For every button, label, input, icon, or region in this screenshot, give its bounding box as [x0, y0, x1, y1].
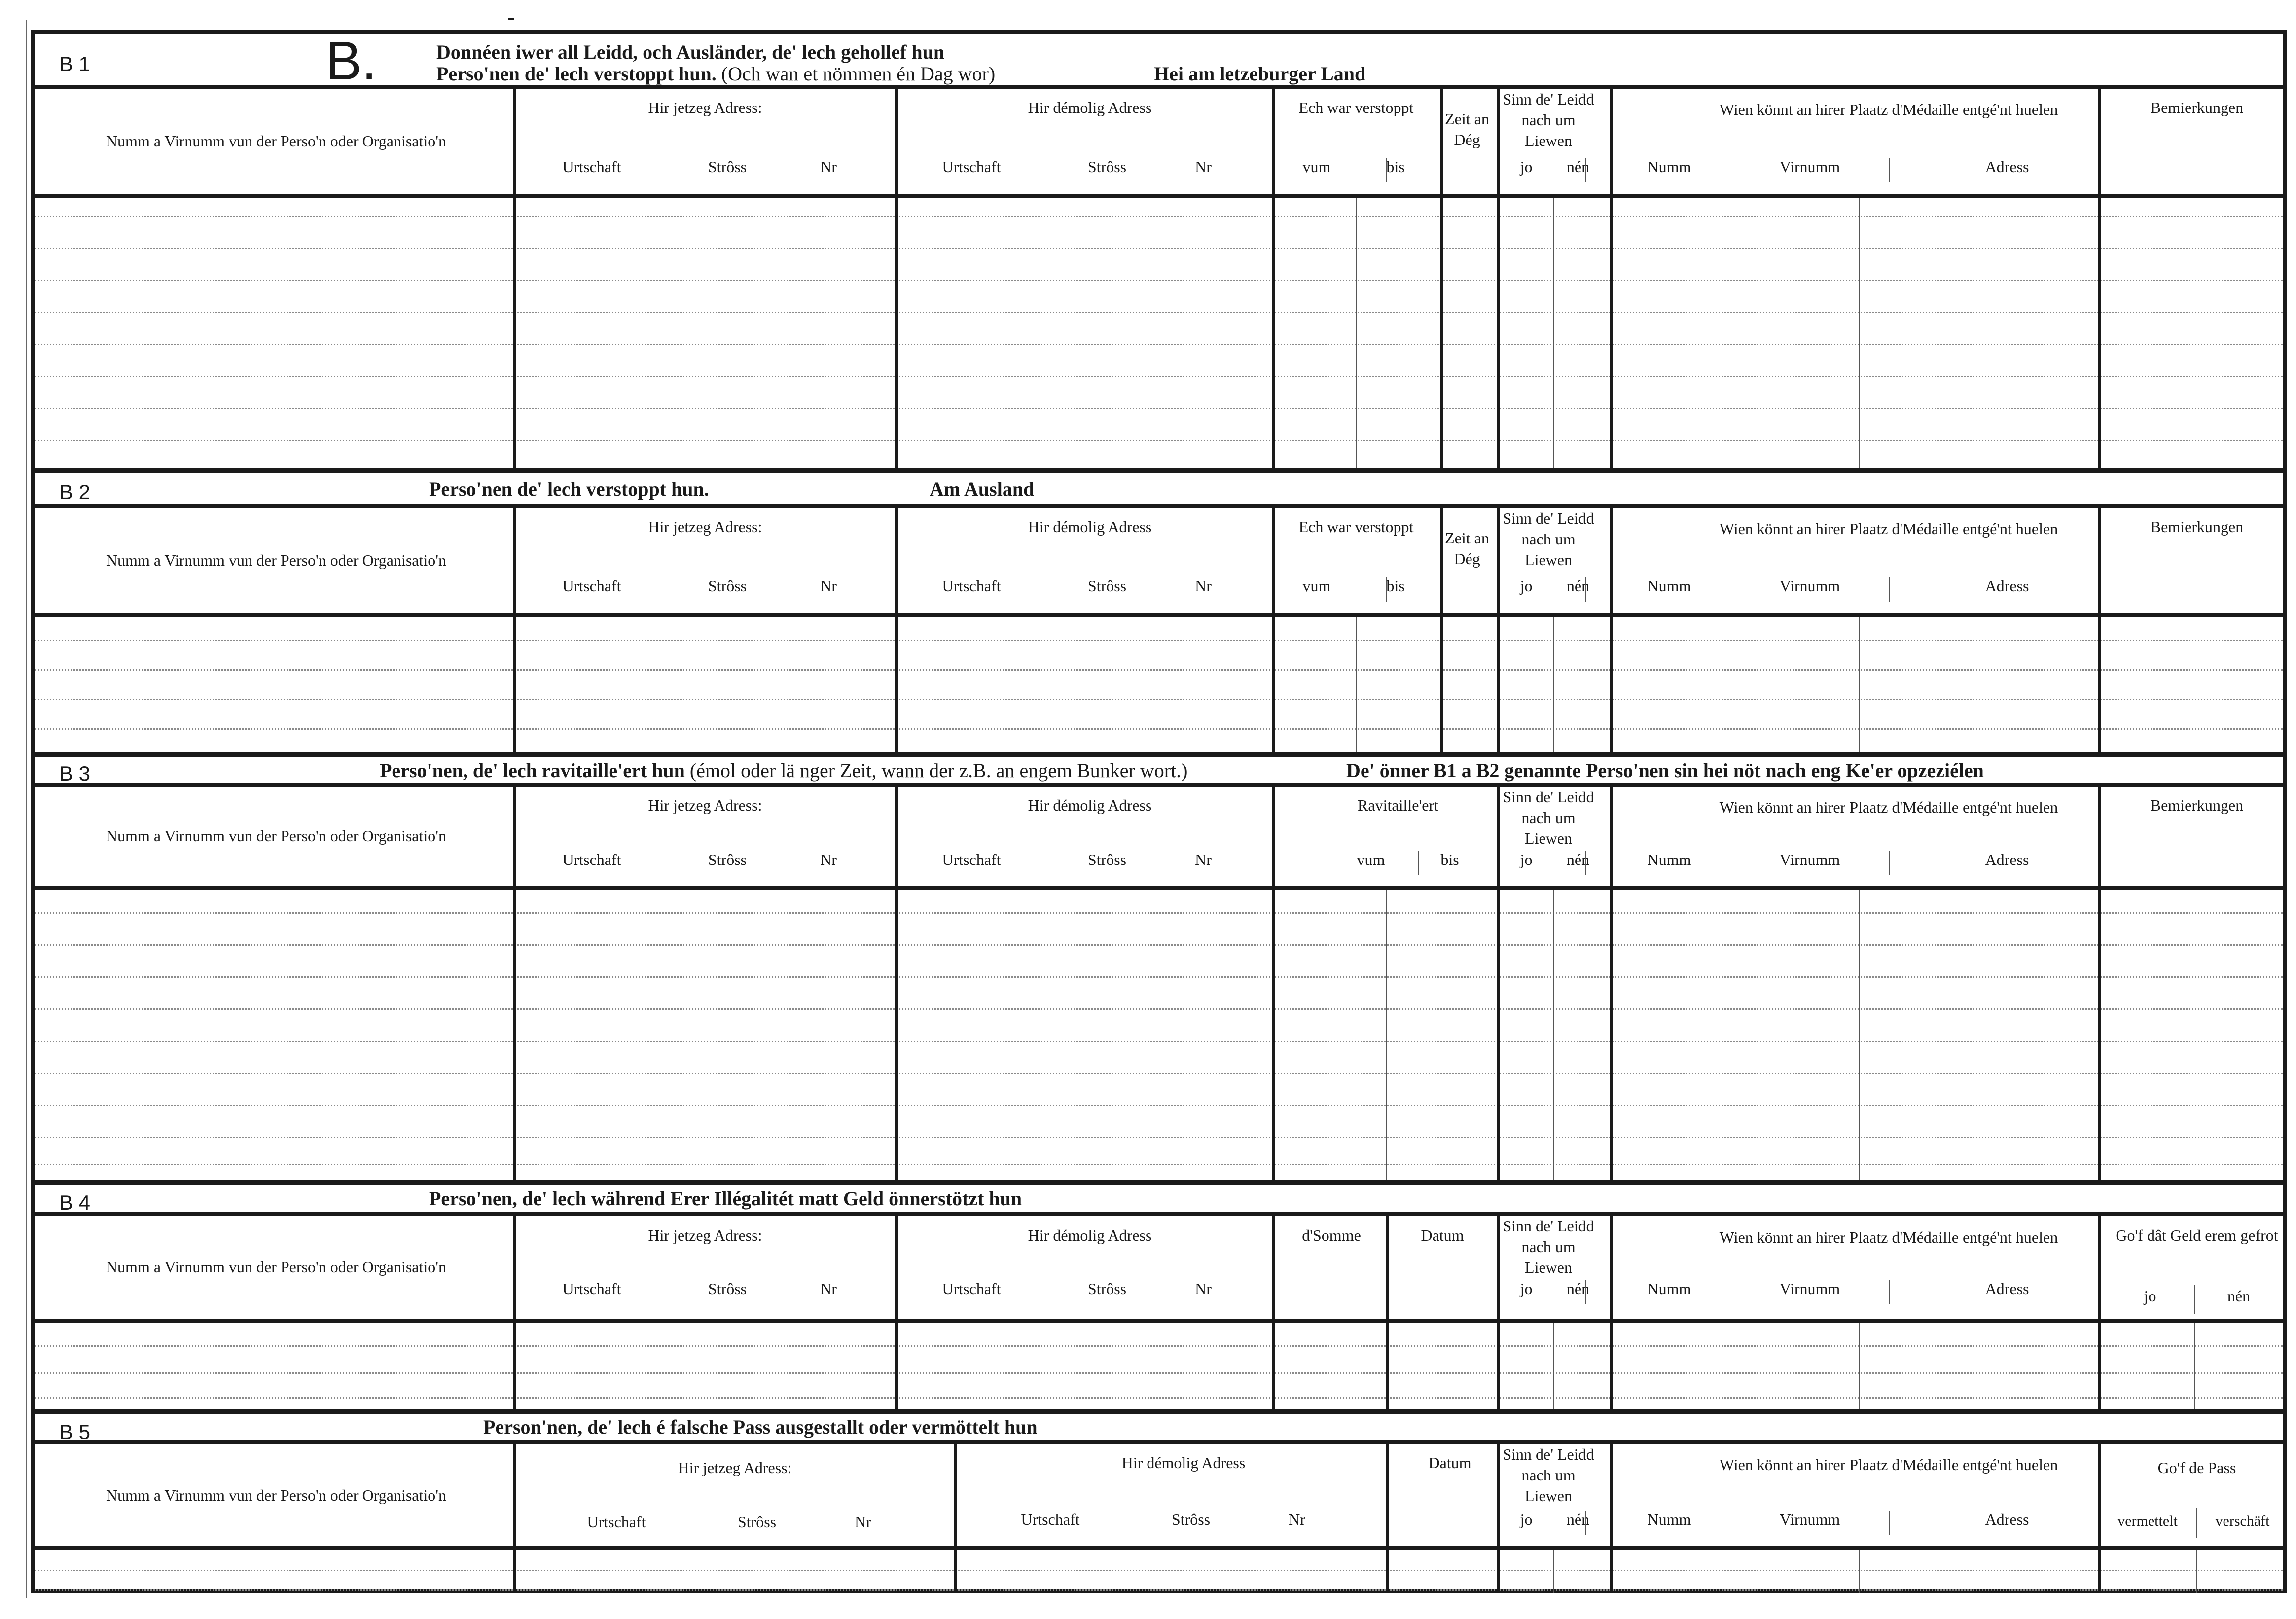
col-divider	[1386, 1444, 1389, 1593]
col-current-street: Strôss	[708, 1280, 747, 1297]
col-firstname: Virnumm	[1779, 1280, 1840, 1297]
col-yes: jo	[1520, 851, 1533, 868]
entry-line[interactable]	[35, 1397, 2283, 1399]
col-former-street: Strôss	[1171, 1511, 1211, 1528]
col-alive: Sinn de' Leidd nach um Liewen	[1503, 1445, 1594, 1505]
divider	[1889, 851, 1890, 875]
col-alive: Sinn de' Leidd nach um Liewen	[1503, 90, 1594, 149]
col-remarks: Bemierkungen	[2150, 796, 2244, 814]
col-divider	[1272, 89, 1275, 468]
col-divider	[895, 787, 898, 1180]
col-surname: Numm	[1647, 1511, 1691, 1528]
section-code: B 2	[59, 480, 91, 504]
col-address: Adress	[1985, 1280, 2029, 1297]
col-medal: Wien könnt an hirer Plaatz d'Médaille entgé'nt huelen	[1719, 101, 2058, 118]
section-code: B 5	[59, 1420, 91, 1443]
col-divider	[1497, 787, 1500, 1180]
col-firstname: Virnumm	[1779, 577, 1840, 595]
entry-line[interactable]	[35, 248, 2283, 249]
col-subdivider	[1859, 890, 1860, 1180]
col-firstname: Virnumm	[1779, 158, 1840, 176]
col-former-street: Strôss	[1087, 158, 1127, 176]
col-divider	[1440, 89, 1443, 468]
section-b4-title: Perso'nen, de' lech während Erer Illégalitét matt Geld önnerstötzt hun	[429, 1187, 1022, 1210]
section-b4-header	[35, 1216, 2283, 1323]
col-surname: Numm	[1647, 577, 1691, 595]
col-subdivider	[1859, 198, 1860, 468]
entry-line[interactable]	[35, 344, 2283, 345]
col-subdivider	[1356, 617, 1357, 752]
section-b2-header	[35, 508, 2283, 617]
col-former-number: Nr	[1195, 577, 1212, 595]
col-divider	[1497, 1444, 1500, 1593]
col-former-locality: Urtschaft	[1021, 1511, 1080, 1528]
col-name: Numm a Virnumm vun der Perso'n oder Organisatio'n	[106, 827, 447, 845]
divider	[1386, 577, 1387, 602]
col-alive: Sinn de' Leidd nach um Liewen	[1503, 788, 1594, 847]
col-from: vum	[1302, 158, 1331, 176]
col-divider	[513, 89, 516, 468]
col-divider	[2098, 787, 2101, 1180]
divider	[1889, 1511, 1890, 1535]
entry-line[interactable]	[35, 1105, 2283, 1106]
entry-line[interactable]	[35, 408, 2283, 409]
entry-line[interactable]	[35, 1345, 2283, 1347]
col-divider	[513, 787, 516, 1180]
col-current-street: Strôss	[737, 1513, 777, 1531]
section-separator	[35, 1180, 2283, 1185]
section-b2-title-tail: Am Ausland	[930, 478, 1035, 500]
col-former-number: Nr	[1195, 851, 1212, 868]
section-b4	[35, 1185, 2283, 1409]
col-divider	[1610, 1444, 1613, 1593]
col-money-no: nén	[2227, 1287, 2251, 1305]
divider	[1585, 1280, 1586, 1304]
col-to: bis	[1386, 158, 1405, 176]
col-name: Numm a Virnumm vun der Perso'n oder Organisatio'n	[106, 551, 447, 569]
col-medal: Wien könnt an hirer Plaatz d'Médaille entgé'nt huelen	[1719, 520, 2058, 538]
col-former-number: Nr	[1289, 1511, 1305, 1528]
col-current-street: Strôss	[708, 577, 747, 595]
top-edge-mark	[508, 18, 514, 20]
col-medal: Wien könnt an hirer Plaatz d'Médaille entgé'nt huelen	[1719, 1228, 2058, 1246]
title-note: (Och wan et nömmen én Dag wor)	[721, 63, 996, 85]
col-address: Adress	[1985, 577, 2029, 595]
col-subdivider	[1859, 1323, 1860, 1409]
col-time-days: Zeit an Dég	[1445, 529, 1489, 568]
divider	[1889, 158, 1890, 182]
col-former-street: Strôss	[1087, 1280, 1127, 1297]
col-current-locality: Urtschaft	[587, 1513, 646, 1531]
col-divider	[2098, 1444, 2101, 1593]
col-date: Datum	[1421, 1226, 1464, 1244]
col-sum: d'Somme	[1302, 1226, 1361, 1244]
col-medal: Wien könnt an hirer Plaatz d'Médaille entgé'nt huelen	[1719, 1456, 2058, 1474]
col-former-number: Nr	[1195, 158, 1212, 176]
entry-line[interactable]	[35, 669, 2283, 671]
col-divider	[1272, 787, 1275, 1180]
col-divider	[895, 1216, 898, 1409]
col-divider	[1610, 787, 1613, 1180]
section-b2-title: Perso'nen de' lech verstoppt hun.	[429, 478, 709, 500]
col-current-locality: Urtschaft	[562, 1280, 621, 1297]
col-firstname: Virnumm	[1779, 851, 1840, 868]
col-subdivider	[1553, 890, 1554, 1180]
col-former-street: Strôss	[1087, 577, 1127, 595]
col-former-address: Hir démolig Adress	[1028, 99, 1152, 116]
col-name: Numm a Virnumm vun der Perso'n oder Organisatio'n	[106, 1258, 447, 1276]
col-divider	[1497, 89, 1500, 468]
section-b5-title-bar	[35, 1414, 2283, 1444]
col-divider	[1272, 1216, 1275, 1409]
col-divider	[1497, 508, 1500, 752]
entry-line[interactable]	[35, 944, 2283, 946]
col-former-locality: Urtschaft	[942, 158, 1001, 176]
col-yes: jo	[1520, 1280, 1533, 1297]
col-current-number: Nr	[820, 851, 837, 868]
entry-line[interactable]	[35, 376, 2283, 377]
col-hidden: Ech war verstoppt	[1298, 518, 1414, 536]
form-letter: B.	[325, 31, 377, 91]
binding-edge	[26, 20, 27, 1598]
section-code: B 3	[59, 762, 91, 785]
col-divider	[1386, 1216, 1389, 1409]
col-divider	[513, 508, 516, 752]
divider	[1386, 158, 1387, 182]
col-former-address: Hir démolig Adress	[1028, 796, 1152, 814]
section-b1-title-tail: Hei am letzeburger Land	[1154, 63, 1366, 85]
col-alive: Sinn de' Leidd nach um Liewen	[1503, 1217, 1594, 1276]
col-current-address: Hir jetzeg Adress:	[648, 796, 762, 814]
divider	[1585, 577, 1586, 602]
section-b2-rows	[35, 617, 2283, 752]
col-hidden: Ech war verstoppt	[1298, 99, 1414, 116]
section-b3-header	[35, 787, 2283, 890]
col-divider	[1272, 508, 1275, 752]
section-separator	[35, 752, 2283, 757]
col-divider	[2098, 89, 2101, 468]
section-b5-rows	[35, 1550, 2283, 1593]
col-name: Numm a Virnumm vun der Perso'n oder Organisatio'n	[106, 1486, 447, 1504]
section-b1-header	[35, 89, 2283, 198]
entry-line[interactable]	[35, 280, 2283, 281]
section-b1	[35, 31, 2283, 468]
col-yes: jo	[1520, 577, 1533, 595]
col-former-locality: Urtschaft	[942, 851, 1001, 868]
section-separator	[35, 1409, 2283, 1414]
col-former-number: Nr	[1195, 1280, 1212, 1297]
entry-line[interactable]	[35, 216, 2283, 217]
col-remarks: Bemierkungen	[2150, 99, 2244, 116]
col-subdivider	[1859, 617, 1860, 752]
section-separator	[35, 468, 2283, 473]
col-surname: Numm	[1647, 851, 1691, 868]
col-divider	[1610, 1216, 1613, 1409]
entry-line[interactable]	[35, 699, 2283, 700]
divider	[1585, 158, 1586, 182]
col-firstname: Virnumm	[1779, 1511, 1840, 1528]
col-divider	[895, 508, 898, 752]
col-from: vum	[1357, 851, 1385, 868]
divider	[1889, 577, 1890, 602]
entry-line[interactable]	[35, 1041, 2283, 1042]
title-note: (émol oder lä nger Zeit, wann der z.B. an engem Bunker wort.)	[689, 759, 1188, 782]
divider	[1585, 851, 1586, 875]
col-divider	[1610, 89, 1613, 468]
col-money-back: Go'f dât Geld erem gefrot	[2116, 1226, 2278, 1244]
section-code: B 1	[59, 52, 91, 75]
section-b3	[35, 757, 2283, 1180]
section-b4-rows	[35, 1323, 2283, 1409]
col-current-street: Strôss	[708, 851, 747, 868]
entry-line[interactable]	[35, 440, 2283, 441]
entry-line[interactable]	[35, 728, 2283, 730]
section-b1-title-bar	[35, 31, 2283, 91]
col-current-number: Nr	[820, 1280, 837, 1297]
col-former-locality: Urtschaft	[942, 577, 1001, 595]
entry-line[interactable]	[35, 312, 2283, 313]
col-divider	[895, 89, 898, 468]
col-current-address: Hir jetzeg Adress:	[648, 518, 762, 536]
col-subdivider	[1553, 617, 1554, 752]
col-pass-sold: verschäft	[2215, 1513, 2270, 1529]
col-subdivider	[1859, 1550, 1860, 1593]
col-former-address: Hir démolig Adress	[1121, 1454, 1246, 1472]
section-b3-rows	[35, 890, 2283, 1180]
col-former-locality: Urtschaft	[942, 1280, 1001, 1297]
col-subdivider	[1386, 890, 1387, 1180]
col-surname: Numm	[1647, 158, 1691, 176]
section-b5	[35, 1414, 2283, 1593]
col-divider	[2098, 508, 2101, 752]
col-divider	[513, 1216, 516, 1409]
entry-line[interactable]	[35, 1137, 2283, 1138]
col-no: nén	[1566, 1280, 1590, 1297]
entry-line[interactable]	[35, 1164, 2283, 1165]
col-surname: Numm	[1647, 1280, 1691, 1297]
col-subdivider	[1356, 198, 1357, 468]
col-address: Adress	[1985, 851, 2029, 868]
col-money-yes: jo	[2144, 1287, 2156, 1305]
col-yes: jo	[1520, 158, 1533, 176]
col-current-street: Strôss	[708, 158, 747, 176]
section-b1-title-line2	[436, 62, 995, 85]
section-b3-title	[380, 759, 1187, 782]
col-pass-mediated: vermettelt	[2117, 1513, 2178, 1529]
section-b3-title-tail: De' önner B1 a B2 genannte Perso'nen sin hei nöt nach eng Ke'er opzeziélen	[1346, 759, 1984, 782]
section-code: B 4	[59, 1191, 91, 1214]
col-divider	[954, 1444, 957, 1593]
col-former-street: Strôss	[1087, 851, 1127, 868]
entry-line[interactable]	[35, 640, 2283, 641]
col-current-address: Hir jetzeg Adress:	[648, 99, 762, 116]
divider	[2194, 1285, 2195, 1314]
title-bold: Perso'nen de' lech verstoppt hun.	[436, 63, 717, 85]
col-to: bis	[1386, 577, 1405, 595]
col-current-number: Nr	[855, 1513, 871, 1531]
divider	[1889, 1280, 1890, 1304]
section-b1-rows	[35, 198, 2283, 468]
col-pass: Go'f de Pass	[2157, 1459, 2236, 1476]
col-address: Adress	[1985, 1511, 2029, 1528]
entry-line[interactable]	[35, 1008, 2283, 1010]
divider	[1418, 851, 1419, 875]
entry-line[interactable]	[35, 1073, 2283, 1074]
col-current-number: Nr	[820, 158, 837, 176]
col-no: nén	[1566, 851, 1590, 868]
col-from: vum	[1302, 577, 1331, 595]
col-subdivider	[2196, 1550, 2197, 1593]
col-date: Datum	[1428, 1454, 1471, 1472]
section-b2-title-bar	[35, 473, 2283, 508]
section-b1-title-line1: Donnéen iwer all Leidd, och Ausländer, de' lech gehollef hun	[436, 41, 945, 63]
col-current-locality: Urtschaft	[562, 577, 621, 595]
col-current-locality: Urtschaft	[562, 851, 621, 868]
form-sheet	[31, 30, 2287, 1593]
entry-line[interactable]	[35, 976, 2283, 978]
col-alive: Sinn de' Leidd nach um Liewen	[1503, 509, 1594, 569]
col-address: Adress	[1985, 158, 2029, 176]
col-name: Numm a Virnumm vun der Perso'n oder Organisatio'n	[106, 132, 447, 150]
divider	[1585, 1511, 1586, 1535]
col-time-days: Zeit an Dég	[1445, 110, 1489, 148]
col-subdivider	[1553, 1550, 1554, 1593]
col-medal: Wien könnt an hirer Plaatz d'Médaille entgé'nt huelen	[1719, 798, 2058, 816]
col-current-address: Hir jetzeg Adress:	[648, 1226, 762, 1244]
entry-line[interactable]	[35, 1589, 2283, 1591]
title-bold: Perso'nen, de' lech ravitaille'ert hun	[380, 759, 685, 782]
col-subdivider	[2194, 1323, 2195, 1409]
divider	[2196, 1508, 2197, 1538]
col-divider	[1497, 1216, 1500, 1409]
col-current-number: Nr	[820, 577, 837, 595]
col-divider	[2098, 1216, 2101, 1409]
col-former-address: Hir démolig Adress	[1028, 518, 1152, 536]
col-remarks: Bemierkungen	[2150, 518, 2244, 536]
col-to: bis	[1440, 851, 1459, 868]
col-no: nén	[1566, 158, 1590, 176]
section-b3-title-bar	[35, 757, 2283, 787]
col-former-address: Hir démolig Adress	[1028, 1226, 1152, 1244]
entry-line[interactable]	[35, 1372, 2283, 1374]
col-divider	[513, 1444, 516, 1593]
col-current-locality: Urtschaft	[562, 158, 621, 176]
col-current-address: Hir jetzeg Adress:	[678, 1459, 792, 1476]
col-yes: jo	[1520, 1511, 1533, 1528]
col-divider	[1610, 508, 1613, 752]
col-supplied: Ravitaille'ert	[1358, 796, 1438, 814]
col-divider	[1440, 508, 1443, 752]
section-b5-header	[35, 1444, 2283, 1550]
entry-line[interactable]	[35, 1570, 2283, 1571]
col-no: nén	[1566, 577, 1590, 595]
section-b4-title-bar	[35, 1185, 2283, 1216]
col-no: nén	[1566, 1511, 1590, 1528]
section-b5-title: Person'nen, de' lech é falsche Pass ausgestallt oder vermöttelt hun	[483, 1416, 1038, 1438]
section-b2	[35, 473, 2283, 752]
col-subdivider	[1553, 198, 1554, 468]
col-subdivider	[1553, 1323, 1554, 1409]
entry-line[interactable]	[35, 912, 2283, 914]
